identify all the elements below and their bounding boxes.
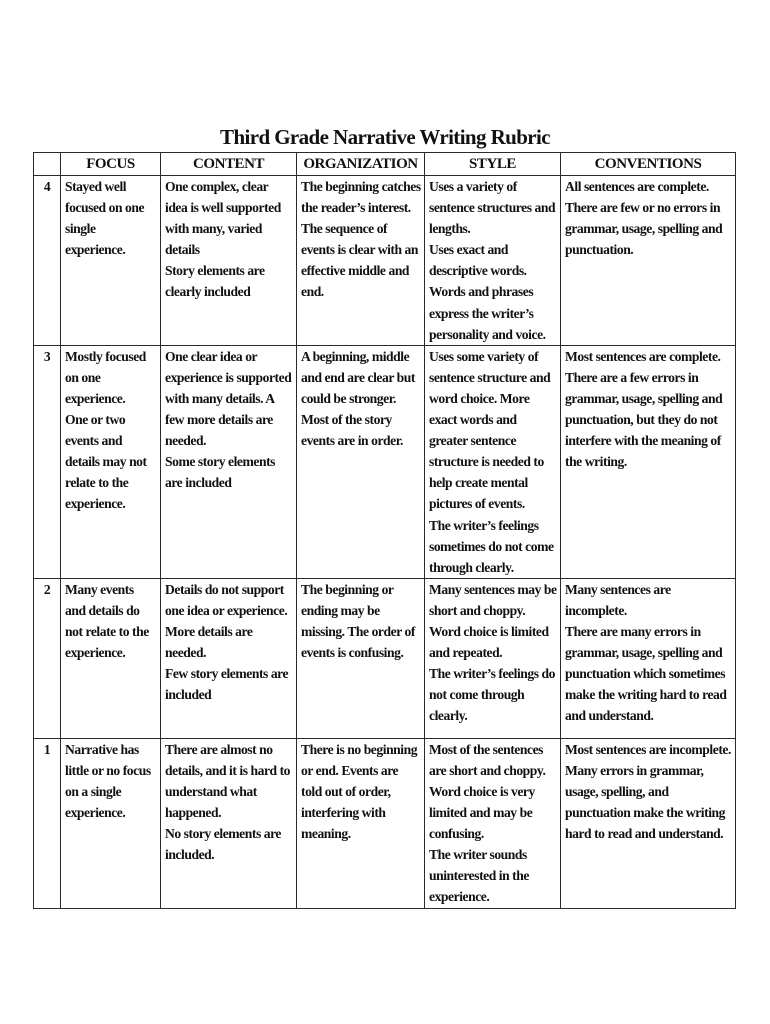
- header-conventions: CONVENTIONS: [561, 153, 736, 176]
- content-text: One clear idea or experience is supported with many details. A few more details are needed.: [165, 348, 292, 449]
- conventions-cell: [561, 738, 736, 908]
- rubric-row-4: [34, 176, 736, 346]
- organization-cell: [297, 578, 425, 738]
- style-text: Word choice is very limited and may be confusing.: [429, 783, 535, 842]
- score-cell: 1: [34, 738, 61, 908]
- conventions-text: There are few or no errors in grammar, usage, spelling and punctuation.: [565, 200, 723, 258]
- focus-text: One or two events and details may not relate to the experience.: [65, 412, 147, 512]
- organization-cell: [297, 738, 425, 908]
- focus-text: Mostly focused on one experience.: [65, 348, 146, 406]
- score-cell: 2: [34, 578, 61, 738]
- conventions-cell: [561, 578, 736, 738]
- style-text: Uses some variety of sentence structure and word choice. More exact words and greater sentence structure is needed to help create mental pictures of events.: [429, 348, 551, 512]
- focus-text: Many events and details do not relate to the experience.: [65, 581, 149, 661]
- organization-text: The sequence of events is clear with an effective middle and end.: [301, 221, 419, 300]
- style-text: Many sentences may be short and choppy.: [429, 581, 557, 618]
- content-cell: [161, 738, 297, 908]
- organization-cell: [297, 345, 425, 578]
- organization-text: The beginning catches the reader’s interest.: [301, 179, 421, 216]
- style-text: The writer sounds uninterested in the experience.: [429, 847, 529, 905]
- content-text: There are almost no details, and it is hard to understand what happened.: [165, 741, 291, 821]
- style-text: Word choice is limited and repeated.: [429, 623, 549, 661]
- content-cell: [161, 176, 297, 346]
- conventions-text: There are a few errors in grammar, usage, spelling and punctuation, but they do not interfere with the meaning of the writing.: [565, 369, 723, 470]
- conventions-text: Most sentences are incomplete.: [565, 741, 731, 757]
- style-text: The writer’s feelings sometimes do not come through clearly.: [429, 517, 554, 575]
- focus-text: Stayed well focused on one single experience.: [65, 179, 145, 258]
- style-text: Most of the sentences are short and choppy.: [429, 741, 546, 778]
- header-content: CONTENT: [161, 153, 297, 176]
- header-focus: FOCUS: [61, 153, 161, 176]
- organization-text: There is no beginning or end. Events are told out of order, interfering with meaning.: [301, 741, 418, 842]
- focus-cell: [61, 176, 161, 346]
- content-cell: [161, 345, 297, 578]
- content-text: Some story elements are included: [165, 454, 275, 491]
- header-organization: ORGANIZATION: [297, 153, 425, 176]
- content-text: Story elements are clearly included: [165, 263, 265, 300]
- conventions-text: Most sentences are complete.: [565, 348, 721, 364]
- score-cell: 4: [34, 176, 61, 346]
- focus-cell: [61, 578, 161, 738]
- style-text: Uses exact and descriptive words. Words and phrases express the writer’s personality and voice.: [429, 242, 546, 342]
- content-text: Details do not support one idea or experience. More details are needed.: [165, 581, 288, 661]
- style-cell: [425, 578, 561, 738]
- style-cell: [425, 738, 561, 908]
- focus-text: Narrative has little or no focus on a single experience.: [65, 741, 151, 821]
- organization-text: The beginning or ending may be missing. The order of events is confusing.: [301, 581, 415, 661]
- rubric-row-1: [34, 738, 736, 908]
- content-cell: [161, 578, 297, 738]
- style-cell: [425, 176, 561, 346]
- content-text: Few story elements are included: [165, 666, 289, 703]
- conventions-text: There are many errors in grammar, usage, spelling and punctuation which sometimes make the writing hard to read and understand.: [565, 623, 727, 724]
- content-text: No story elements are included.: [165, 826, 282, 863]
- style-text: The writer’s feelings do not come through clearly.: [429, 666, 555, 724]
- rubric-row-3: [34, 345, 736, 578]
- header-row: [34, 153, 736, 176]
- conventions-text: Many sentences are incomplete.: [565, 581, 671, 618]
- focus-cell: [61, 345, 161, 578]
- rubric-row-2: [34, 578, 736, 738]
- rubric-table: [33, 152, 736, 909]
- conventions-cell: [561, 345, 736, 578]
- style-cell: [425, 345, 561, 578]
- style-text: Uses a variety of sentence structures and lengths.: [429, 179, 556, 237]
- header-style: STYLE: [425, 153, 561, 176]
- organization-cell: [297, 176, 425, 346]
- conventions-cell: [561, 176, 736, 346]
- page-title: Third Grade Narrative Writing Rubric: [220, 125, 550, 149]
- header-score: [34, 153, 61, 176]
- focus-cell: [61, 738, 161, 908]
- conventions-text: All sentences are complete.: [565, 179, 709, 194]
- organization-text: A beginning, middle and end are clear but could be stronger. Most of the story events are in order.: [301, 348, 415, 449]
- score-cell: 3: [34, 345, 61, 578]
- conventions-text: Many errors in grammar, usage, spelling, and punctuation make the writing hard to read and understand.: [565, 762, 725, 842]
- content-text: One complex, clear idea is well supported with many, varied details: [165, 179, 281, 258]
